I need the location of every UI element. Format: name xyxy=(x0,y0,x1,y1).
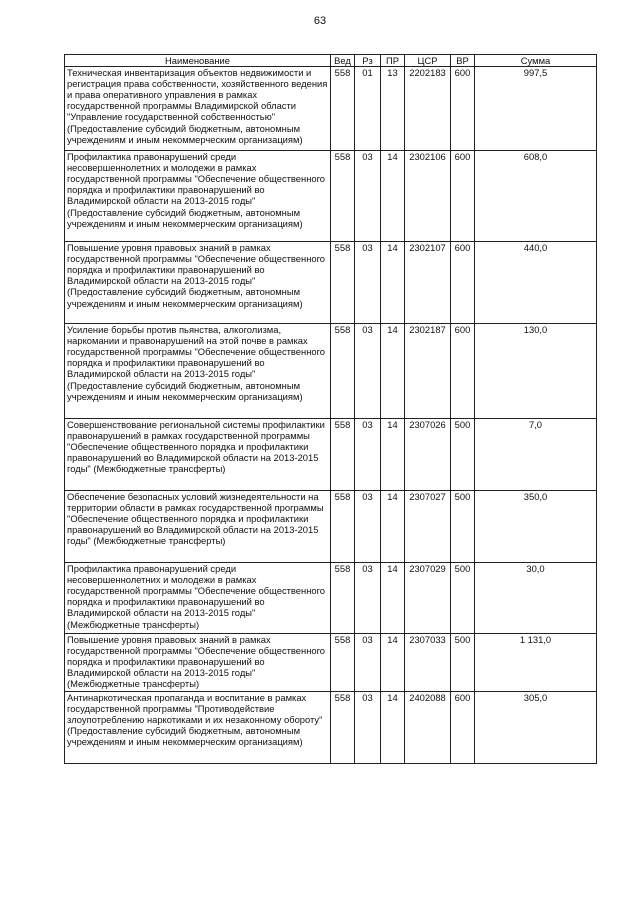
table-row xyxy=(65,419,597,491)
row-csr: 2307026 xyxy=(405,419,451,491)
row-name: Повышение уровня правовых знаний в рамках государственной программы "Обеспечение общественного порядка и профилактики правонарушений во Владимирской области на 2013-2015 годы" (Межбюджетные трансферты) xyxy=(65,634,331,692)
row-rz: 03 xyxy=(355,491,381,563)
table-header-row xyxy=(65,55,597,67)
table-row xyxy=(65,563,597,634)
row-sum: 1 131,0 xyxy=(475,634,597,692)
row-ved: 558 xyxy=(331,242,355,324)
row-rz: 03 xyxy=(355,242,381,324)
row-pr: 14 xyxy=(381,491,405,563)
row-sum: 350,0 xyxy=(475,491,597,563)
page-number: 63 xyxy=(313,15,327,27)
table-row xyxy=(65,242,597,324)
row-rz: 03 xyxy=(355,563,381,634)
row-ved: 558 xyxy=(331,692,355,764)
table-row xyxy=(65,67,597,151)
row-ved: 558 xyxy=(331,151,355,242)
row-vr: 500 xyxy=(451,419,475,491)
row-rz: 03 xyxy=(355,151,381,242)
row-name: Техническая инвентаризация объектов недвижимости и регистрация права собственности, хозяйственного ведения и права оперативного управления в рамках государственной программы Владимирской области "Управление государственной собственностью" (Предоставление субсидий бюджетным, автономным учреждениям и иным некоммерческим организациям) xyxy=(65,67,331,151)
row-name: Профилактика правонарушений среди несовершеннолетних и молодежи в рамках государственной программы "Обеспечение общественного порядка и профилактики правонарушений во Владимирской области на 2013-2015 годы" (Межбюджетные трансферты) xyxy=(65,563,331,634)
row-name: Профилактика правонарушений среди несовершеннолетних и молодежи в рамках государственной программы "Обеспечение общественного порядка и профилактики правонарушений во Владимирской области на 2013-2015 годы" (Предоставление субсидий бюджетным, автономным учреждениям и иным некоммерческим организациям) xyxy=(65,151,331,242)
row-name: Совершенствование региональной системы профилактики правонарушений в рамках государственной программы "Обеспечение общественного порядка и профилактики правонарушений во Владимирской области на 2013-2015 годы" (Межбюджетные трансферты) xyxy=(65,419,331,491)
budget-table xyxy=(64,54,597,764)
row-rz: 03 xyxy=(355,324,381,419)
row-rz: 01 xyxy=(355,67,381,151)
row-csr: 2307029 xyxy=(405,563,451,634)
header-ved: Вед xyxy=(331,55,355,67)
row-rz: 03 xyxy=(355,419,381,491)
header-csr: ЦСР xyxy=(405,55,451,67)
row-ved: 558 xyxy=(331,419,355,491)
row-vr: 500 xyxy=(451,563,475,634)
row-vr: 600 xyxy=(451,242,475,324)
row-name: Обеспечение безопасных условий жизнедеятельности на территории области в рамках государственной программы "Обеспечение общественного порядка и профилактики правонарушений во Владимирской области на 2013-2015 годы" (Межбюджетные трансферты) xyxy=(65,491,331,563)
row-ved: 558 xyxy=(331,634,355,692)
row-rz: 03 xyxy=(355,692,381,764)
row-vr: 600 xyxy=(451,692,475,764)
row-vr: 500 xyxy=(451,634,475,692)
table-row xyxy=(65,151,597,242)
row-pr: 13 xyxy=(381,67,405,151)
header-rz: Рз xyxy=(355,55,381,67)
table-row xyxy=(65,634,597,692)
row-name: Усиление борьбы против пьянства, алкоголизма, наркомании и правонарушений на этой почве в рамках государственной программы "Обеспечение общественного порядка и профилактики правонарушений во Владимирской области на 2013-2015 годы" (Предоставление субсидий бюджетным, автономным учреждениям и иным некоммерческим организациям) xyxy=(65,324,331,419)
row-pr: 14 xyxy=(381,692,405,764)
row-name: Антинаркотическая пропаганда и воспитание в рамках государственной программы "Противодействие злоупотреблению наркотиками и их незаконному обороту" (Предоставление субсидий бюджетным, автономным учреждениям и иным некоммерческим организациям) xyxy=(65,692,331,764)
row-csr: 2307033 xyxy=(405,634,451,692)
row-sum: 440,0 xyxy=(475,242,597,324)
row-pr: 14 xyxy=(381,563,405,634)
row-rz: 03 xyxy=(355,634,381,692)
row-csr: 2302107 xyxy=(405,242,451,324)
header-vr: ВР xyxy=(451,55,475,67)
row-pr: 14 xyxy=(381,419,405,491)
row-sum: 608,0 xyxy=(475,151,597,242)
row-csr: 2402088 xyxy=(405,692,451,764)
row-csr: 2302187 xyxy=(405,324,451,419)
table-row xyxy=(65,324,597,419)
table-row xyxy=(65,491,597,563)
row-name: Повышение уровня правовых знаний в рамках государственной программы "Обеспечение общественного порядка и профилактики правонарушений во Владимирской области на 2013-2015 годы" (Предоставление субсидий бюджетным, автономным учреждениям и иным некоммерческим организациям) xyxy=(65,242,331,324)
row-sum: 7,0 xyxy=(475,419,597,491)
row-vr: 600 xyxy=(451,67,475,151)
row-sum: 997,5 xyxy=(475,67,597,151)
row-csr: 2307027 xyxy=(405,491,451,563)
row-vr: 600 xyxy=(451,324,475,419)
row-sum: 30,0 xyxy=(475,563,597,634)
row-csr: 2202183 xyxy=(405,67,451,151)
header-name: Наименование xyxy=(65,55,331,67)
row-pr: 14 xyxy=(381,242,405,324)
row-ved: 558 xyxy=(331,324,355,419)
row-ved: 558 xyxy=(331,563,355,634)
table-row xyxy=(65,692,597,764)
row-pr: 14 xyxy=(381,324,405,419)
row-sum: 130,0 xyxy=(475,324,597,419)
row-sum: 305,0 xyxy=(475,692,597,764)
row-csr: 2302106 xyxy=(405,151,451,242)
row-vr: 500 xyxy=(451,491,475,563)
row-pr: 14 xyxy=(381,151,405,242)
row-pr: 14 xyxy=(381,634,405,692)
row-vr: 600 xyxy=(451,151,475,242)
row-ved: 558 xyxy=(331,491,355,563)
header-sum: Сумма xyxy=(475,55,597,67)
row-ved: 558 xyxy=(331,67,355,151)
header-pr: ПР xyxy=(381,55,405,67)
